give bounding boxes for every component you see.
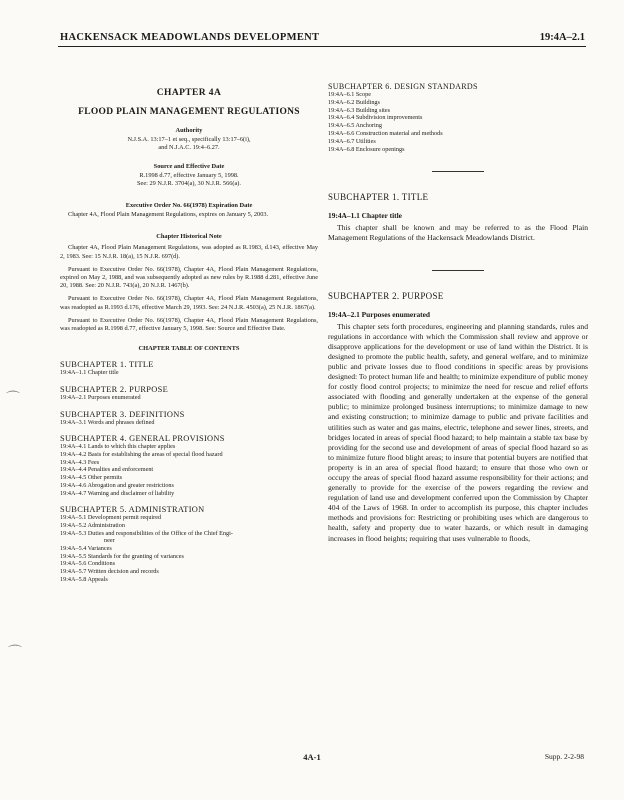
toc-subchapter-1: SUBCHAPTER 1. TITLE (60, 360, 154, 370)
toc-item: 19:4A–5.8 Appeals (60, 575, 108, 583)
authority-heading: Authority (175, 127, 203, 134)
toc-item: 19:4A–6.3 Building sites (328, 106, 391, 114)
chapter-title: CHAPTER 4A (156, 88, 222, 98)
margin-mark: ⌒ (8, 646, 22, 661)
toc-subchapter-3: SUBCHAPTER 3. DEFINITIONS (60, 409, 185, 419)
source-text-2: See: 29 N.J.R. 3704(a), 30 N.J.R. 566(a). (137, 179, 241, 187)
section-2-1-heading: 19:4A–2.1 Purposes enumerated (328, 309, 431, 319)
toc-item: 19:4A–4.2 Basis for establishing the areas of special flood hazard (60, 451, 223, 459)
right-column (328, 82, 588, 544)
toc-subchapter-2: SUBCHAPTER 2. PURPOSE (60, 384, 168, 394)
toc-subchapter-6: SUBCHAPTER 6. DESIGN STANDARDS (328, 82, 478, 91)
toc-item-continuation: neer (104, 537, 115, 545)
running-header (60, 32, 585, 46)
toc-title: CHAPTER TABLE OF CONTENTS (138, 345, 240, 353)
historical-note-para: Pursuant to Executive Order No. 66(1978), Chapter 4A, Flood Plain Management Regulations, expired on May 2, 1988, and was subsequently adopted as new rules by R.1988 d.281, effective June 20, 1988. See: 20 N.J.R. 743(a), 20 N.J.R. 1467(b). (60, 265, 318, 290)
historical-note-heading: Chapter Historical Note (156, 233, 222, 241)
toc-item: 19:4A–5.5 Standards for the granting of variances (60, 552, 184, 560)
authority-text-2: and N.J.A.C. 19:4–6.27. (158, 144, 220, 152)
toc-subchapter-5: SUBCHAPTER 5. ADMINISTRATION (60, 505, 205, 515)
historical-note-para: Pursuant to Executive Order No. 66(1978), Chapter 4A, Flood Plain Management Regulations, was readopted as R.1998 d.77, effective January 5, 1998. See: Source and Effective Date. (60, 316, 318, 333)
page-number: 4A-1 (303, 752, 321, 762)
toc-item: 19:4A–6.6 Construction material and methods (328, 129, 443, 137)
toc-item: 19:4A–5.1 Development permit required (60, 514, 162, 522)
toc-item: 19:4A–4.6 Abrogation and greater restrictions (60, 481, 174, 489)
toc-item: 19:4A–6.5 Anchoring (328, 122, 382, 130)
exec-order-heading: Executive Order No. 66(1978) Expiration Date (125, 202, 253, 210)
toc-item: 19:4A–3.1 Words and phrases defined (60, 418, 155, 426)
toc-item: 19:4A–5.3 Duties and responsibilities of the Office of the Chief Engi- (60, 529, 233, 537)
toc-item: 19:4A–4.4 Penalties and enforcement (60, 466, 154, 474)
toc-item: 19:4A–4.7 Warning and disclaimer of liability (60, 489, 175, 497)
toc-item: 19:4A–4.5 Other permits (60, 474, 123, 482)
left-column (60, 82, 318, 584)
toc-item: 19:4A–6.1 Scope (328, 91, 371, 98)
section-1-1-heading: 19:4A–1.1 Chapter title (328, 211, 402, 221)
exec-order-text: Chapter 4A, Flood Plain Management Regulations, expires on January 5, 2003. (68, 211, 269, 219)
subchapter-2-heading: SUBCHAPTER 2. PURPOSE (328, 290, 444, 301)
toc-item: 19:4A–6.7 Utilities (328, 137, 376, 145)
source-heading: Source and Effective Date (153, 162, 225, 170)
historical-note-para: Chapter 4A, Flood Plain Management Regulations, was adopted as R.1983, d.143, effective May 2, 1983. See: 15 N.J.R. 18(a), 15 N.J.R. 697(d). (60, 244, 318, 260)
toc-subchapter-4: SUBCHAPTER 4. GENERAL PROVISIONS (60, 434, 225, 444)
toc-item: 19:4A–6.8 Enclosure openings (328, 145, 405, 153)
toc-item: 19:4A–4.1 Lands to which this chapter applies (60, 443, 176, 451)
source-text-1: R.1998 d.77, effective January 5, 1998. (139, 171, 239, 179)
running-header-section: 19:4A–2.1 (539, 32, 585, 43)
historical-note-para: Pursuant to Executive Order No. 66(1978), Chapter 4A, Flood Plain Management Regulations, was readopted as R.1993 d.176, effective March 29, 1993. See: 24 N.J.R. 4503(a), 25 N.J.R. 1867(a). (60, 295, 318, 311)
section-2-1-text: This chapter sets forth procedures, engineering and planning standards, rules and regulations in accordance with which the Commission shall review and approve or disapprove applications for the development or use of land within the District. It is designed to promote the public health, safety, and general welfare, and to minimize public and private losses due to flood conditions in specific areas by provisions designed: To protect human life and health; to minimize expenditure of public money for costly flood control projects; to minimize the need for rescue and relief efforts associated with flooding and generally undertaken at the expense of the general public; to minimize prolonged business interruptions; to minimize damage to new and existing construction; to minimize damage to public and private facilities and utilities such as water and gas mains, electric, telephone and sewer lines, streets, and bridges located in areas of special flood hazard; to help maintain a stable tax base by providing for the second use and development of areas of special flood hazard so as to minimize future flood blight areas; to insure that potential buyers are notified that property is in an area of special flood hazard; to ensure that those who own or occupy the areas of special flood hazard assume responsibility for their actions; and generally to provide for the exercise of the powers regarding the review and regulation of land use and development conferred upon the Commission by Chapter 404 of the Laws of 1968. In order to accomplish its purpose, this chapter includes methods and provisions for: Restricting or prohibiting uses which are dangerous to health, safety and property due to water hazards, or which result in damaging increases in flood heights; requiring that uses vulnerable to floods, (328, 321, 588, 543)
authority-text-1: N.J.S.A. 13:17–1 et seq., specifically 13:17–6(i), (127, 136, 251, 143)
toc-item: 19:4A–5.4 Variances (60, 545, 112, 553)
toc-item: 19:4A–1.1 Chapter title (60, 369, 119, 377)
toc-item: 19:4A–6.2 Buildings (328, 98, 380, 106)
header-rule (58, 46, 586, 47)
toc-item: 19:4A–6.4 Subdivision improvements (328, 114, 423, 122)
section-1-1-text: This chapter shall be known and may be referred to as the Flood Plain Management Regulations of the Hackensack Meadowlands District. (328, 223, 588, 243)
toc-item: 19:4A–5.7 Written decision and records (60, 568, 159, 576)
subchapter-1-heading: SUBCHAPTER 1. TITLE (328, 192, 429, 203)
section-divider (432, 171, 484, 172)
section-divider (432, 270, 484, 271)
toc-item: 19:4A–5.2 Administration (60, 521, 125, 529)
toc-item: 19:4A–4.3 Fees (60, 458, 100, 466)
running-header-title: HACKENSACK MEADOWLANDS DEVELOPMENT (60, 32, 320, 43)
margin-mark: ⌒ (6, 392, 20, 407)
supplement-date: Supp. 2-2-98 (544, 752, 584, 761)
chapter-name: FLOOD PLAIN MANAGEMENT REGULATIONS (78, 107, 300, 117)
toc-item: 19:4A–5.6 Conditions (60, 560, 116, 568)
toc-item: 19:4A–2.1 Purposes enumerated (60, 393, 141, 401)
